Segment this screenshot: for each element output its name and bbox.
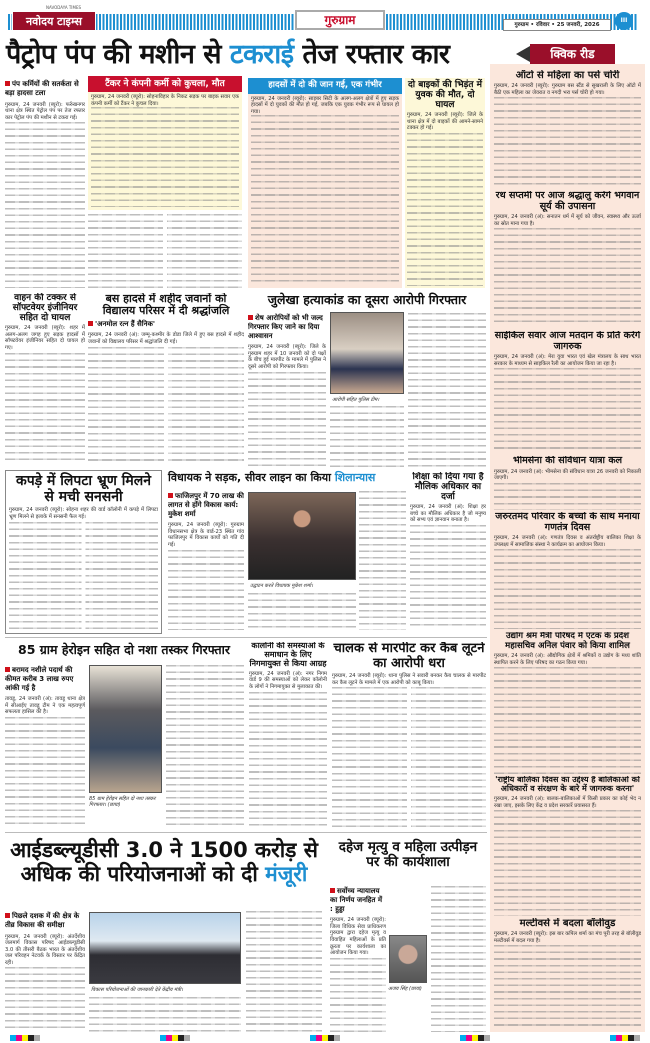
body-text-filler [5, 967, 85, 1032]
colony-article [249, 642, 327, 829]
body-text-filler [88, 347, 244, 465]
quick-item [494, 918, 641, 1028]
body-text-filler [494, 368, 641, 454]
quick-item-headline: उद्योग श्रम मैत्री परिषद में एटक के प्रदेश महासचिव अनिल पंवार को किया शामिल [505, 632, 630, 651]
quick-item [494, 632, 641, 774]
julekha-article [248, 312, 326, 467]
mla-photo-caption: उद्घाटन करते विधायक मुकेश शर्मा। [250, 583, 313, 589]
quick-item-body: गुरुग्राम, 24 जनवरी (अं): सनातन धर्म में सूर्य को जीवन, स्वास्थ्य और ऊर्जा का स्रोत माना गया है। [494, 214, 641, 227]
quick-item-body: गुरुग्राम, 24 जनवरी (अं): गणतंत्र दिवस व अंतर्राष्ट्रीय बालिका शिक्षा के उपलक्ष्य में सामाजिक संस्था ने कार्यक्रम का आयोजन किया। [494, 535, 641, 548]
quick-item [494, 331, 641, 454]
lead-headline-part: तेज रफ्तार कार [293, 39, 450, 70]
iwdc-headline [5, 838, 323, 886]
lead-headline-highlight: टकराई [229, 39, 294, 70]
body-text-filler [494, 549, 641, 629]
body-text-filler [494, 667, 641, 774]
heroin-subheadline: बरामद नशीले पदार्थ की कीमत करीब 3 लाख रुपए आंकी गई है [5, 666, 85, 692]
divider [5, 832, 487, 833]
body-text-filler [494, 228, 641, 327]
lead-subheadline: पंप कर्मियों की सतर्कता से बड़ा हादसा टला [5, 80, 85, 98]
accidents-body: गुरुग्राम, 24 जनवरी (ब्यूरो): साइबर सिटी के अलग-अलग क्षेत्रों में हुए सड़क हादसों में दो युवकों की मौत हो गई, जबकि एक युवक गंभीर रूप से घायल हो गया। [251, 95, 399, 115]
body-text-filler [494, 483, 641, 510]
julekha-continuation [408, 312, 486, 467]
accidents-headline: हादसों में दो की जान गई, एक गंभीर [248, 78, 402, 94]
quick-item-headline: 'राष्ट्रीय बालिका दिवस का उद्देश्य है बालिकाओं को अधिकारों व संरक्षण के बारे में जागरुक करना' [495, 776, 640, 793]
quick-item [494, 512, 641, 629]
heroin-photo [89, 665, 162, 793]
body-text-filler [407, 133, 483, 286]
body-text-filler [5, 717, 85, 829]
dowry-continuation [431, 885, 486, 1032]
heroin-article [5, 664, 85, 829]
cab-robbery-article [332, 642, 486, 829]
masthead-small-label: NAVODAYA TIMES [46, 5, 82, 10]
cab-robbery-body: गुरुग्राम, 24 जनवरी (ब्यूरो): थाना पुलिस ने सवारी बनकर कैब चालक से मारपीट कर कैब लूटने के मामले में एक आरोपी को काबू किया। [332, 673, 486, 686]
body-text-filler [248, 372, 326, 467]
body-text-filler [246, 911, 322, 1032]
body-text-filler [249, 692, 327, 829]
quick-item [494, 191, 641, 327]
body-text-filler [332, 687, 486, 829]
heroin-continuation [166, 664, 244, 829]
heroin-headline: 85 ग्राम हेरोइन सहित दो नशा तस्कर गिरफ्तार [18, 642, 230, 657]
body-text-filler [166, 665, 244, 829]
body-text-filler [248, 593, 356, 630]
lead-headline [6, 40, 486, 70]
iwdc-continuation [89, 996, 241, 1032]
heroin-photo-caption: 85 ग्राम हेरोइन सहित दो नशा तस्कर गिरफ्तार। (छाया) [89, 796, 156, 808]
mla-subheadline: फाजिलपुर में 70 लाख की लागत से होंगे विकास कार्य: मुकेश शर्मा [168, 492, 244, 518]
julekha-subheadline: शेष आरोपियों को भी जल्द गिरफ्तार किए जाने का दिया आश्वासन [248, 314, 326, 340]
iwdc-body: गुरुग्राम, 24 जनवरी (ब्यूरो): अंतर्देशीय जलमार्ग विकास परिषद आईडब्ल्यूडीसी 3.0 की तीसरी बैठक भारत के अंतर्देशीय जल परिवहन नेटवर्क के विस्तार पर केंद्रित रही। [5, 933, 85, 966]
bikes-headline: दो बाइकों की भिड़ंत में युवक की मौत, दो घायल [407, 80, 482, 111]
quick-item-body: गुरुग्राम, 24 जनवरी (ब्यूरो): गुरुग्राम बस स्टैंड से सुखराली के लिए ऑटो में बैठी एक महिला का जेवरात व नगदी भरा पर्स चोरी हो गया। [494, 83, 641, 96]
dowry-subheadline: सर्वोच्च न्यायालय का निर्णय जनहित में : हुड्डा [330, 887, 386, 913]
foetus-body: गुरुग्राम, 24 जनवरी (ब्यूरो): सोहना शहर की वार्ड कॉलोनी में कपड़े में लिपटा भ्रूण मिलने से इलाके में सनसनी फैल गई। [9, 507, 158, 520]
mla-headline-highlight: शिलान्यास [334, 471, 376, 484]
julekha-headline: जुलेखा हत्याकांड का दूसरा आरोपी गिरफ्तार [267, 292, 467, 307]
vehicle-article [5, 293, 85, 465]
body-text-filler [330, 406, 404, 467]
iwdc-headline-highlight: मंजूरी [265, 862, 308, 887]
body-text-filler [89, 997, 241, 1032]
body-text-filler [88, 214, 242, 288]
bikes-body: गुरुग्राम, 24 जनवरी (ब्यूरो): जिले के थाना क्षेत्र में दो बाइकों की आमने-सामने टक्कर हो गई। [407, 112, 483, 132]
dowry-headline: दहेज मृत्यु व महिला उत्पीड़न पर की कार्यशाला [338, 839, 478, 871]
body-text-filler [9, 522, 158, 630]
quick-item-body: गुरुग्राम, 24 जनवरी (अं): औद्योगिक क्षेत्रों में श्रमिकों व उद्योग के मध्य शांति स्थापित करने के लिए परिषद का गठन किया गया। [494, 653, 641, 666]
body-text-filler [5, 122, 85, 288]
lead-headline-part: पैट्रोप पंप की मशीन से [6, 39, 230, 70]
tanker-body: गुरुग्राम, 24 जनवरी (ब्यूरो): सोहनाविहार के निकट सड़क पर बाइक सवार एक कंपनी कर्मी को टैंकर ने कुचल दिया। [91, 94, 239, 107]
registration-marks [10, 1035, 640, 1041]
julekha-photo [330, 312, 404, 394]
body-text-filler [91, 107, 239, 207]
quick-item-headline: भीमसेना की संविधान यात्रा कल [512, 456, 623, 466]
page-number: III [615, 12, 633, 30]
education-headline: शिक्षा को दिया गया है मौलिक अधिकार का दर्जा [412, 472, 484, 503]
julekha-continuation [330, 405, 404, 467]
quick-item [494, 776, 641, 916]
body-text-filler [410, 525, 486, 630]
vehicle-body: गुरुग्राम, 24 जनवरी (ब्यूरो): शहर में अलग-अलग जगह हुए सड़क हादसों में सॉफ्टवेयर इंजीनियर सहित दो घायल हो गए। [5, 325, 85, 352]
foetus-article [5, 470, 162, 634]
body-text-filler [431, 886, 486, 1032]
body-text-filler [5, 353, 85, 465]
quick-item [494, 70, 641, 188]
iwdc-continuation [246, 910, 322, 1032]
mla-headline [168, 472, 408, 484]
heroin-body: तावडू, 24 जनवरी (अं): तावडू थाना क्षेत्र में सीआईए तावडू टीम ने एक महत्वपूर्ण सफलता हासिल की है। [5, 696, 85, 716]
colony-body: गुरुग्राम, 24 जनवरी (अं): नगर निगम वार्ड 9 की समस्याओं को लेकर कॉलोनी के लोगों ने निगमायुक्त से मुलाकात की। [249, 670, 327, 691]
lead-body: गुरुग्राम, 24 जनवरी (ब्यूरो): फर्रुखनगर थाना क्षेत्र स्थित पेट्रोल पंप पर तेज रफ्तार कार पेट्रोल पंप की मशीन से टकरा गई। [5, 101, 85, 121]
bikes-article [405, 78, 485, 288]
paper-logo: नवोदय टाइम्स [12, 11, 96, 31]
education-article [410, 472, 486, 630]
quick-item-headline: साईकिल सवार आज मतदान के प्रति करेंगे जागरुक [494, 331, 641, 352]
divider [5, 637, 487, 638]
quick-item-body: गुरुग्राम, 24 जनवरी (अं): भीमसेना की संविधान यात्रा 26 जनवरी को निकाली जाएगी। [494, 468, 641, 482]
mla-photo [248, 492, 356, 580]
bus-tribute-subheadline: 'अनमोल रत्न हैं सैनिक' [88, 320, 244, 329]
iwdc-article [5, 910, 85, 1032]
tanker-article [88, 76, 242, 210]
julekha-photo-caption: आरोपी सहित पुलिस टीम। [332, 397, 380, 403]
body-text-filler [494, 945, 641, 1028]
bus-tribute-headline: बस हादसे में शहीद जवानों को विद्यालय परिसर में दी श्रद्धांजलि [102, 293, 230, 318]
body-text-filler [251, 115, 399, 285]
mla-continuation [248, 592, 356, 630]
body-text-filler [408, 313, 486, 467]
quick-item-headline: रथ सप्तमी पर आज श्रद्धालु करेंगे भगवान सूर्य की उपासना [495, 191, 640, 212]
lead-article [5, 78, 85, 288]
quick-item-headline: जरुरतमंद परिवार के बच्चों के साथ मनाया गणतंत्र दिवस [495, 512, 640, 533]
dowry-article [330, 885, 386, 1032]
foetus-headline: कपड़े में लिपटा भ्रूण मिलने से मची सनसनी [15, 473, 152, 505]
dateline: गुरुग्राम • रविवार • 25 जनवरी, 2026 [503, 19, 611, 31]
dowry-body: गुरुग्राम, 24 जनवरी (ब्यूरो): जिला विधिक सेवा प्राधिकरण गुरुग्राम द्वारा दहेज मृत्यु व विवाहित महिलाओं के प्रति क्रूरता पर कार्यशाला का आयोजन किया गया। [330, 917, 386, 957]
colony-headline: कालोनी की समस्याओं के समाधान के लिए निगमायुक्त से किया आग्रह [249, 642, 327, 668]
education-body: गुरुग्राम, 24 जनवरी (अं): शिक्षा हर बच्चे का मौलिक अधिकार है जो मनुष्य को सभ्य एवं ज्ञानवान बनाता है। [410, 504, 486, 524]
vehicle-headline: वाहन की टक्कर से सॉफ्टवेयर इंजीनियर सहित दो घायल [12, 293, 78, 324]
iwdc-photo [89, 912, 241, 984]
quick-item-body: गुरुग्राम, 24 जनवरी (ब्यूरो): इस बार कपिल शर्मा का मंच पूरी तरह से बॉलीवुड मल्टीवर्स में बदल गया है। [494, 931, 641, 944]
dowry-photo [389, 935, 427, 983]
body-text-filler [330, 958, 386, 1032]
section-label: गुरुग्राम [295, 10, 385, 30]
quick-read-arrow-icon [516, 46, 530, 62]
quick-item-body: गुरुग्राम, 24 जनवरी (अं): मेरा युवा भारत एवं खेल मंत्रालय के साथ भारत सरकार के माध्यम से साइकिल रैली का आयोजन किया जा रहा है। [494, 354, 641, 367]
iwdc-subheadline: पिछले दशक में की क्षेत्र के तीव्र विकास की समीक्षा [5, 912, 85, 930]
body-text-filler [359, 491, 406, 630]
mla-body: गुरुग्राम, 24 जनवरी (ब्यूरो): गुरुग्राम विधानसभा क्षेत्र के वार्ड-23 स्थित गांव फाजिलपुर में विकास कार्यों को गति दी गई। [168, 522, 244, 549]
quick-read-label: क्विक रीड [530, 44, 615, 64]
mla-article [168, 490, 244, 630]
body-text-filler [168, 550, 244, 630]
quick-item-body: गुरुग्राम, 24 जनवरी (अं): बालक-बालिकाओं में किसी प्रकार का कोई भेद न रखा जाए, इसके लिए केंद्र व प्रदेश सरकारें प्रयासरत हैं। [494, 795, 641, 809]
julekha-body: गुरुग्राम, 24 जनवरी (ब्यूरो): जिले के गुरुग्राम शहर में 10 जनवरी को दो पक्षों के बीच हुई मारपीट के मामले में पुलिस ने दूसरे आरोपी को गिरफ्तार किया। [248, 344, 326, 371]
tanker-continuation [88, 213, 242, 288]
iwdc-photo-caption: विकास परियोजनाओं की जानकारी देते केंद्रीय मंत्री। [91, 987, 183, 993]
quick-item-headline: मल्टीवर्स में बदला बॉलीवुड [519, 918, 616, 929]
accidents-article [248, 78, 402, 288]
bus-tribute-body: गुरुग्राम, 24 जनवरी (अं): जम्मू-कश्मीर के डोडा जिले में हुए बस हादसे में शहीद जवानों को विद्यालय परिसर में श्रद्धांजलि दी गई। [88, 332, 244, 345]
mla-continuation [359, 490, 406, 630]
dowry-photo-caption: अजय सिंह (छाया) [388, 986, 422, 992]
body-text-filler [494, 810, 641, 916]
body-text-filler [494, 97, 641, 188]
quick-item-headline: ऑटो से महिला का पर्स चोरी [515, 70, 620, 81]
bus-tribute-article [88, 293, 244, 465]
iwdc-headline-part: आईडब्ल्यूडीसी 3.0 ने 1500 करोड़ से अधिक की परियोजनाओं को दी [10, 838, 318, 887]
quick-item [494, 456, 641, 510]
mla-headline-part: विधायक ने सड़क, सीवर लाइन का किया [168, 471, 335, 484]
tanker-headline: टैंकर ने कंपनी कर्मी को कुचला, मौत [88, 76, 242, 92]
cab-robbery-headline: चालक से मारपीट कर कैब लूटने का आरोपी धरा [333, 642, 485, 671]
